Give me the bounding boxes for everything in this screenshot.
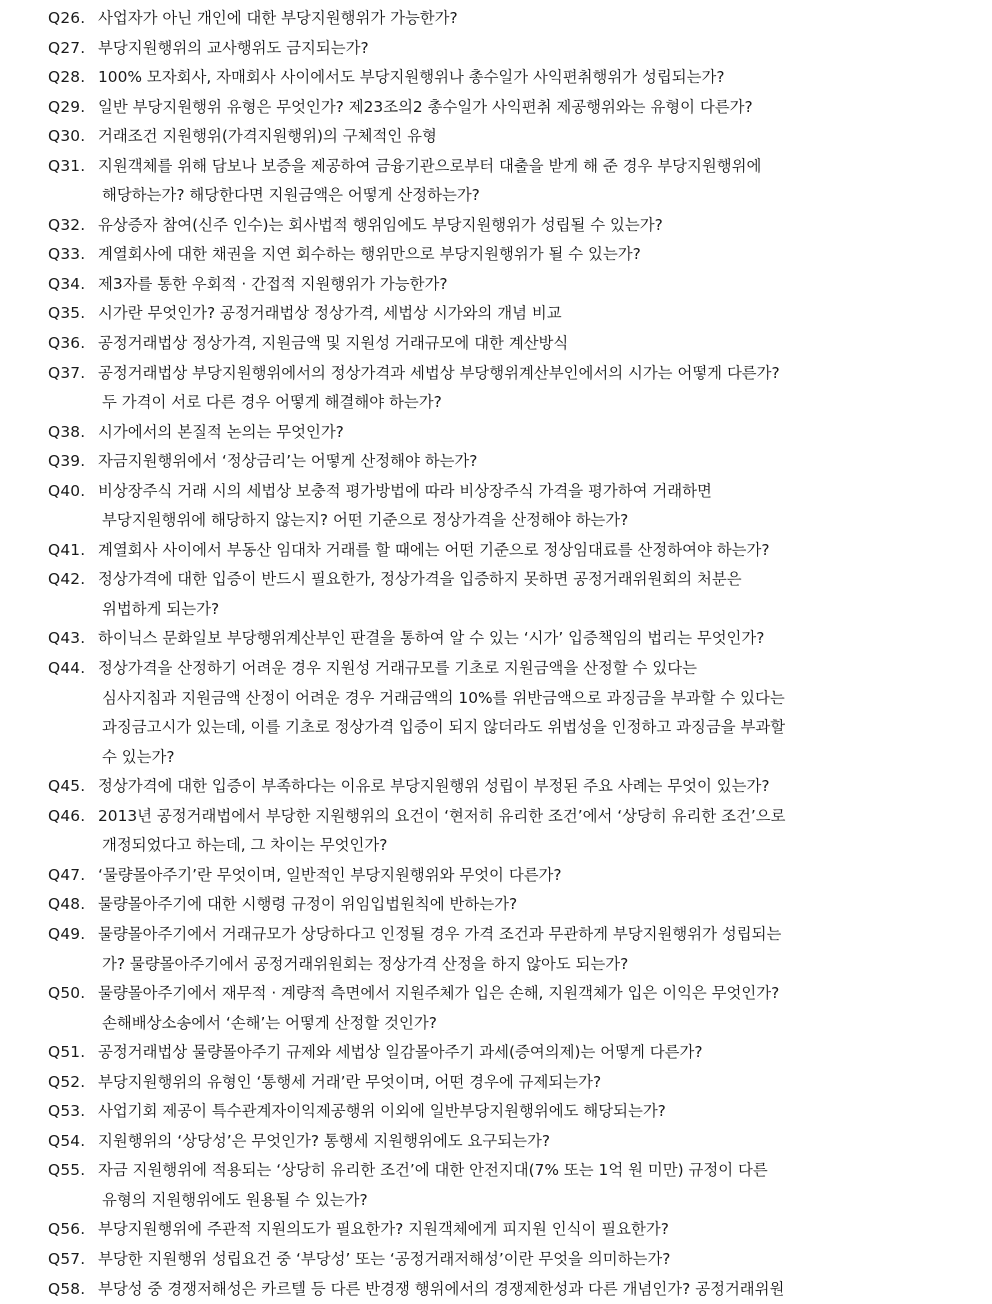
question-text-line: 사업자가 아닌 개인에 대한 부당지원행위가 가능한가? xyxy=(98,9,458,27)
question-number: Q47. xyxy=(48,865,86,884)
question-number: Q45. xyxy=(48,777,86,796)
question-number: Q57. xyxy=(48,1249,86,1268)
question-number: Q26. xyxy=(48,9,86,27)
question-text-line: 지원객체를 위해 담보나 보증을 제공하여 금융기관으로부터 대출을 받게 해 준 경우 부당지원행위에 xyxy=(98,156,762,175)
question-item xyxy=(0,861,992,891)
question-item xyxy=(0,536,992,566)
question-number: Q44. xyxy=(48,659,86,678)
question-number: Q58. xyxy=(48,1279,86,1298)
question-item xyxy=(0,1068,992,1098)
question-number: Q43. xyxy=(48,629,86,648)
question-number: Q31. xyxy=(48,156,86,175)
question-text-line: 공정거래법상 정상가격, 지원금액 및 지원성 거래규모에 대한 계산방식 xyxy=(98,334,569,353)
question-number: Q37. xyxy=(48,363,86,382)
question-number: Q35. xyxy=(48,304,86,323)
question-text-line: 계열회사에 대한 채권을 지연 회수하는 행위만으로 부당지원행위가 될 수 있는가? xyxy=(98,245,641,264)
question-item xyxy=(0,34,992,64)
question-text-line: 자금 지원행위에 적용되는 ‘상당히 유리한 조건’에 대한 안전지대(7% 또는 1억 원 미만) 규정이 다른 xyxy=(98,1161,768,1180)
question-text-line: 정상가격을 산정하기 어려운 경우 지원성 거래규모를 기초로 지원금액을 산정할 수 있다는 xyxy=(98,659,698,678)
question-text-line: 제3자를 통한 우회적 · 간접적 지원행위가 가능한가? xyxy=(98,274,448,293)
question-text-line: 지원행위의 ‘상당성’은 무엇인가? 통행세 지원행위에도 요구되는가? xyxy=(98,1131,551,1150)
question-text-line: 정상가격에 대한 입증이 부족하다는 이유로 부당지원행위 성립이 부정된 주요 사례는 무엇이 있는가? xyxy=(98,777,770,796)
question-text-line: 과징금고시가 있는데, 이를 기초로 정상가격 입증이 되지 않더라도 위법성을 인정하고 과징금을 부과할 xyxy=(102,718,786,737)
question-text-line: 비상장주식 거래 시의 세법상 보충적 평가방법에 따라 비상장주식 가격을 평가하여 거래하면 xyxy=(98,481,712,500)
question-number: Q46. xyxy=(48,806,86,825)
question-number: Q33. xyxy=(48,245,86,264)
question-number: Q28. xyxy=(48,68,86,87)
question-item xyxy=(0,329,992,359)
question-text-line: 계열회사 사이에서 부동산 임대차 거래를 할 때에는 어떤 기준으로 정상임대료를 산정하여야 하는가? xyxy=(98,540,770,559)
question-text-line: 부당지원행위의 유형인 ‘통행세 거래’란 무엇이며, 어떤 경우에 규제되는가? xyxy=(98,1072,602,1091)
question-text-line: 공정거래법상 물량몰아주기 규제와 세법상 일감몰아주기 과세(증여의제)는 어떻게 다른가? xyxy=(98,1043,703,1062)
question-item xyxy=(0,63,992,93)
question-text-line: 수 있는가? xyxy=(102,747,175,766)
question-item xyxy=(0,890,992,920)
question-number: Q48. xyxy=(48,895,86,914)
question-number: Q38. xyxy=(48,422,86,441)
question-item xyxy=(0,211,992,241)
question-number: Q49. xyxy=(48,924,86,943)
question-number: Q39. xyxy=(48,452,86,471)
question-text-line: 부당지원행위에 주관적 지원의도가 필요한가? 지원객체에게 피지원 인식이 필요한가? xyxy=(98,1220,669,1239)
question-number: Q40. xyxy=(48,481,86,500)
question-text-line: 부당지원행위의 교사행위도 금지되는가? xyxy=(98,38,369,57)
question-item xyxy=(0,1097,992,1127)
question-number: Q51. xyxy=(48,1043,86,1062)
question-item xyxy=(0,772,992,802)
question-text-line: 시가란 무엇인가? 공정거래법상 정상가격, 세법상 시가와의 개념 비교 xyxy=(98,304,562,323)
question-number: Q50. xyxy=(48,984,86,1003)
question-text-line: 손해배상소송에서 ‘손해’는 어떻게 산정할 것인가? xyxy=(102,1013,437,1032)
question-text-line: 공정거래법상 부당지원행위에서의 정상가격과 세법상 부당행위계산부인에서의 시가는 어떻게 다른가? xyxy=(98,363,780,382)
question-text-line: 시가에서의 본질적 논의는 무엇인가? xyxy=(98,422,344,441)
question-item xyxy=(0,565,992,624)
question-text-line: 하이닉스 문화일보 부당행위계산부인 판결을 통하여 알 수 있는 ‘시가’ 입증책임의 법리는 무엇인가? xyxy=(98,629,765,648)
question-text-line: 일반 부당지원행위 유형은 무엇인가? 제23조의2 총수일가 사익편취 제공행위와는 유형이 다른가? xyxy=(98,97,753,116)
question-item xyxy=(0,447,992,477)
question-item xyxy=(0,1275,992,1304)
question-item xyxy=(0,4,992,34)
question-number: Q30. xyxy=(48,127,86,146)
question-text-line: 물량몰아주기에서 거래규모가 상당하다고 인정될 경우 가격 조건과 무관하게 부당지원행위가 성립되는 xyxy=(98,924,782,943)
question-item xyxy=(0,299,992,329)
question-number: Q55. xyxy=(48,1161,86,1180)
question-item xyxy=(0,93,992,123)
question-text-line: 심사지침과 지원금액 산정이 어려운 경우 거래금액의 10%를 위반금액으로 과징금을 부과할 수 있다는 xyxy=(102,688,785,707)
question-item xyxy=(0,359,992,418)
question-item xyxy=(0,920,992,979)
question-number: Q41. xyxy=(48,540,86,559)
question-text-line: 위법하게 되는가? xyxy=(102,599,220,618)
question-text-line: 두 가격이 서로 다른 경우 어떻게 해결해야 하는가? xyxy=(102,393,442,412)
question-text-line: 해당하는가? 해당한다면 지원금액은 어떻게 산정하는가? xyxy=(102,186,480,205)
question-text-line: 가? 물량몰아주기에서 공정거래위원회는 정상가격 산정을 하지 않아도 되는가? xyxy=(102,954,629,973)
question-item xyxy=(0,802,992,861)
question-number: Q42. xyxy=(48,570,86,589)
question-number: Q32. xyxy=(48,215,86,234)
question-item xyxy=(0,122,992,152)
question-text-line: 물량몰아주기에 대한 시행령 규정이 위임입법원칙에 반하는가? xyxy=(98,895,518,914)
question-item xyxy=(0,1215,992,1245)
question-number: Q27. xyxy=(48,38,86,57)
question-item xyxy=(0,418,992,448)
question-number: Q56. xyxy=(48,1220,86,1239)
question-number: Q36. xyxy=(48,334,86,353)
question-text-line: 부당성 중 경쟁저해성은 카르텔 등 다른 반경쟁 행위에서의 경쟁제한성과 다른 개념인가? 공정거래위원 xyxy=(98,1279,785,1298)
question-text-line: 부당한 지원행위 성립요건 중 ‘부당성’ 또는 ‘공정거래저해성’이란 무엇을 의미하는가? xyxy=(98,1249,671,1268)
question-item xyxy=(0,979,992,1038)
question-item xyxy=(0,1245,992,1275)
question-text-line: 100% 모자회사, 자매회사 사이에서도 부당지원행위나 총수일가 사익편취행위가 성립되는가? xyxy=(98,68,725,87)
question-text-line: 유형의 지원행위에도 원용될 수 있는가? xyxy=(102,1190,368,1209)
question-text-line: 2013년 공정거래법에서 부당한 지원행위의 요건이 ‘현저히 유리한 조건’에서 ‘상당히 유리한 조건’으로 xyxy=(98,806,786,825)
question-item xyxy=(0,1156,992,1215)
question-item xyxy=(0,624,992,654)
question-text-line: 정상가격에 대한 입증이 반드시 필요한가, 정상가격을 입증하지 못하면 공정거래위원회의 처분은 xyxy=(98,570,742,589)
question-item xyxy=(0,477,992,536)
question-number: Q53. xyxy=(48,1102,86,1121)
question-number: Q54. xyxy=(48,1131,86,1150)
question-text-line: 개정되었다고 하는데, 그 차이는 무엇인가? xyxy=(102,836,388,855)
question-number: Q34. xyxy=(48,274,86,293)
question-item xyxy=(0,1127,992,1157)
question-text-line: 유상증자 참여(신주 인수)는 회사법적 행위임에도 부당지원행위가 성립될 수 있는가? xyxy=(98,215,663,234)
question-item xyxy=(0,1038,992,1068)
question-item xyxy=(0,152,992,211)
question-text-line: 사업기회 제공이 특수관계자이익제공행위 이외에 일반부당지원행위에도 해당되는가? xyxy=(98,1102,666,1121)
question-item xyxy=(0,654,992,772)
question-number: Q52. xyxy=(48,1072,86,1091)
question-item xyxy=(0,240,992,270)
question-text-line: 자금지원행위에서 ‘정상금리’는 어떻게 산정해야 하는가? xyxy=(98,452,478,471)
question-text-line: 물량몰아주기에서 재무적 · 계량적 측면에서 지원주체가 입은 손해, 지원객체가 입은 이익은 무엇인가? xyxy=(98,984,780,1003)
question-item xyxy=(0,270,992,300)
question-text-line: 부당지원행위에 해당하지 않는지? 어떤 기준으로 정상가격을 산정해야 하는가? xyxy=(102,511,629,530)
question-number: Q29. xyxy=(48,97,86,116)
question-text-line: ‘물량몰아주기’란 무엇이며, 일반적인 부당지원행위와 무엇이 다른가? xyxy=(98,865,562,884)
question-text-line: 거래조건 지원행위(가격지원행위)의 구체적인 유형 xyxy=(98,127,437,146)
